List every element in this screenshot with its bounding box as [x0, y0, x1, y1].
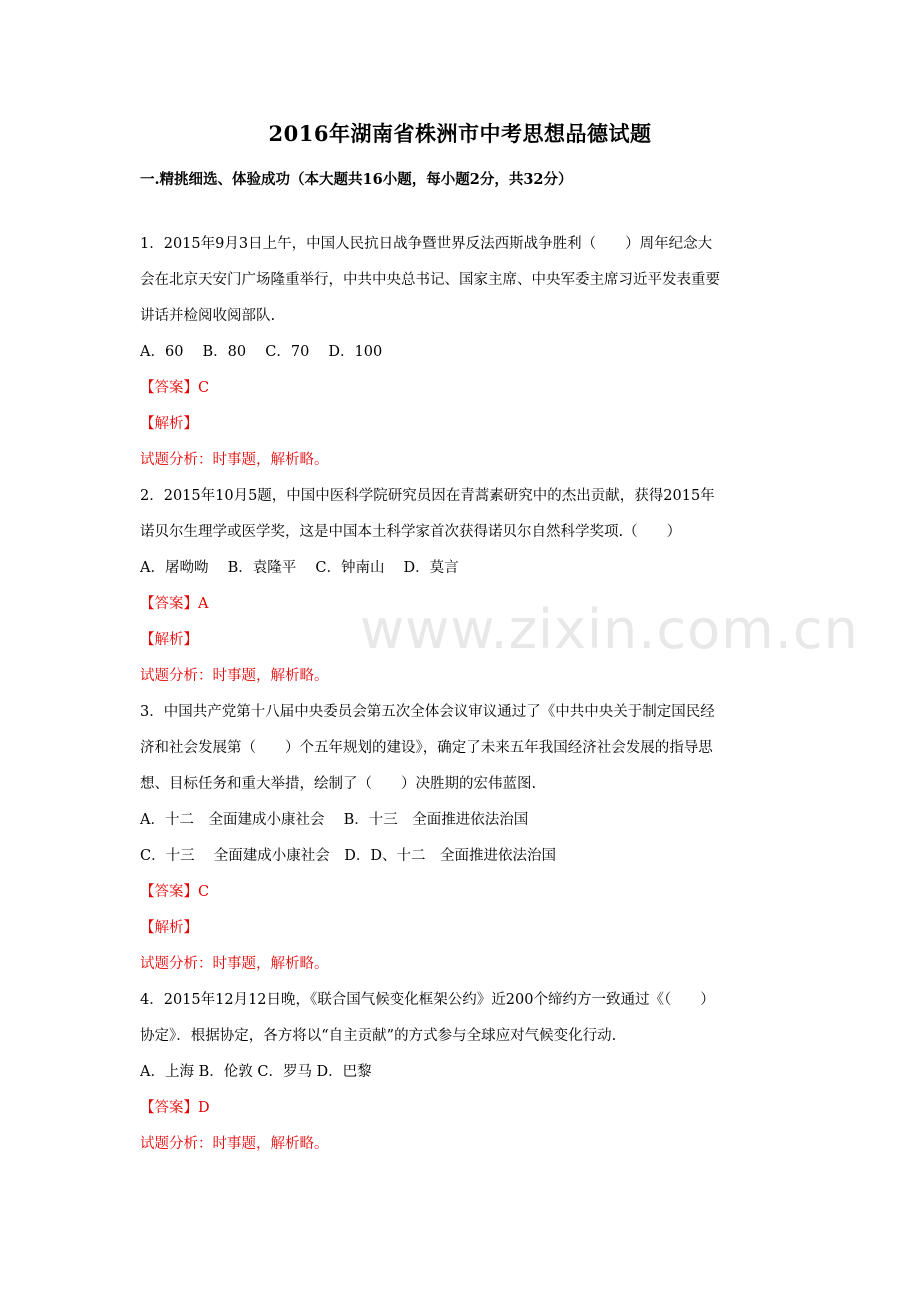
question-3-analysis-label: 【解析】	[140, 920, 198, 936]
question-3-options-2: C．十三 全面建成小康社会 D．D、十二 全面推进依法治国	[140, 848, 556, 864]
question-3-line-3: 想、目标任务和重大举措，绘制了（ ）决胜期的宏伟蓝图.	[140, 776, 537, 792]
question-4-answer: 【答案】D	[140, 1100, 210, 1116]
question-1-analysis-label: 【解析】	[140, 416, 198, 432]
question-3-analysis: 试题分析：时事题，解析略。	[140, 956, 329, 972]
question-1-line-1: 1．2015年9月3日上午，中国人民抗日战争暨世界反法西斯战争胜利（ ）周年纪念大	[140, 236, 713, 252]
question-2-answer: 【答案】A	[140, 596, 209, 612]
question-2-analysis: 试题分析：时事题，解析略。	[140, 668, 329, 684]
watermark: www.zixin.com.cn	[360, 598, 859, 661]
question-1-analysis: 试题分析：时事题，解析略。	[140, 452, 329, 468]
question-2-line-2: 诺贝尔生理学或医学奖，这是中国本土科学家首次获得诺贝尔自然科学奖项.（ ）	[140, 524, 682, 540]
question-1-line-3: 讲话并检阅收阅部队.	[140, 308, 276, 324]
question-1-options: A．60 B．80 C．70 D．100	[140, 344, 383, 360]
question-1-line-2: 会在北京天安门广场隆重举行，中共中央总书记、国家主席、中央军委主席习近平发表重要	[140, 272, 720, 288]
question-3-line-1: 3．中国共产党第十八届中央委员会第五次全体会议审议通过了《中共中央关于制定国民经	[140, 704, 715, 720]
question-1-answer: 【答案】C	[140, 380, 210, 396]
question-4-line-1: 4．2015年12月12日晚，《联合国气候变化框架公约》近200个缔约方一致通过《（ ）	[140, 992, 715, 1008]
question-3-answer: 【答案】C	[140, 884, 210, 900]
question-2-analysis-label: 【解析】	[140, 632, 198, 648]
question-4-options: A．上海 B．伦敦 C．罗马 D．巴黎	[140, 1064, 372, 1080]
question-2-line-1: 2．2015年10月5题，中国中医科学院研究员因在青蒿素研究中的杰出贡献，获得2015年	[140, 488, 715, 504]
question-4-line-2: 协定》．根据协定，各方将以“自主贡献”的方式参与全球应对气候变化行动.	[140, 1028, 617, 1044]
question-4-analysis: 试题分析：时事题，解析略。	[140, 1136, 329, 1152]
question-2-options: A．屠呦呦 B．袁隆平 C．钟南山 D．莫言	[140, 560, 459, 576]
page-title: 2016年湖南省株洲市中考思想品德试题	[268, 121, 652, 146]
question-3-options-1: A．十二 全面建成小康社会 B．十三 全面推进依法治国	[140, 812, 529, 828]
question-3-line-2: 济和社会发展第（ ）个五年规划的建设》，确定了未来五年我国经济社会发展的指导思	[140, 740, 713, 756]
section-heading: 一.精挑细选、体验成功（本大题共16小题，每小题2分，共32分）	[140, 171, 573, 188]
